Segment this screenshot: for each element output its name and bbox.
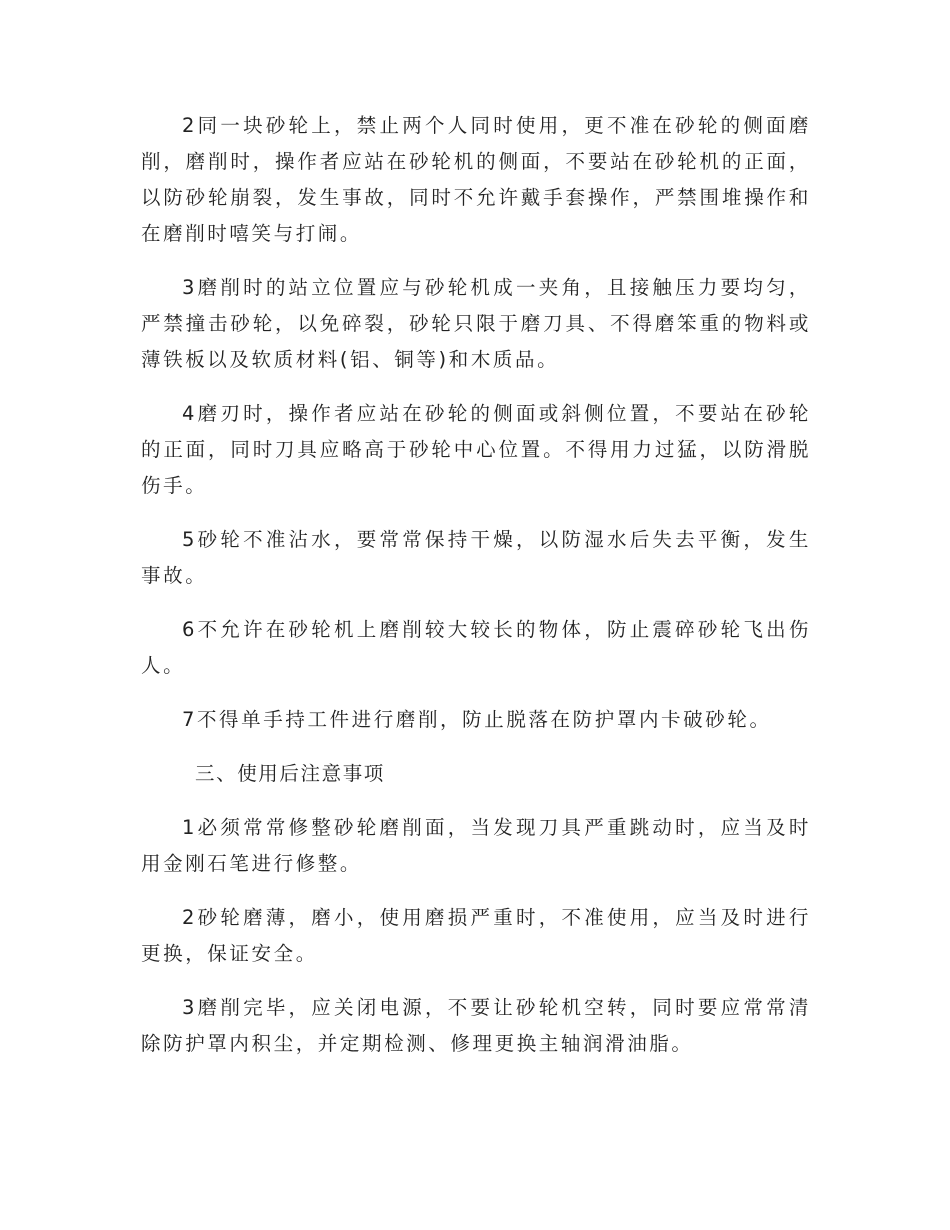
paragraph-item-6: 6不允许在砂轮机上磨削较大较长的物体，防止震碎砂轮飞出伤人。 bbox=[141, 618, 811, 677]
paragraph-item-7: 7不得单手持工件进行磨削，防止脱落在防护罩内卡破砂轮。 bbox=[181, 708, 772, 731]
after-use-item-3: 3磨削完毕，应关闭电源，不要让砂轮机空转，同时要应常常清除防护罩内积尘，并定期检测、修理更换主轴润滑油脂。 bbox=[141, 996, 811, 1055]
paragraph-item-2: 2同一块砂轮上，禁止两个人同时使用，更不准在砂轮的侧面磨削，磨削时，操作者应站在砂轮机的侧面，不要站在砂轮机的正面，以防砂轮崩裂，发生事故，同时不允许戴手套操作，严禁围堆操作和在磨削时嘻笑与打闹。 bbox=[141, 114, 811, 245]
paragraph-item-5: 5砂轮不准沾水，要常常保持干燥，以防湿水后失去平衡，发生事故。 bbox=[141, 528, 811, 587]
paragraph-item-4: 4磨刃时，操作者应站在砂轮的侧面或斜侧位置，不要站在砂轮的正面，同时刀具应略高于砂轮中心位置。不得用力过猛，以防滑脱伤手。 bbox=[141, 402, 811, 497]
paragraph-item-3: 3磨削时的站立位置应与砂轮机成一夹角，且接触压力要均匀，严禁撞击砂轮，以免碎裂，砂轮只限于磨刀具、不得磨笨重的物料或薄铁板以及软质材料(铝、铜等)和木质品。 bbox=[141, 276, 811, 371]
after-use-item-2: 2砂轮磨薄，磨小，使用磨损严重时，不准使用，应当及时进行更换，保证安全。 bbox=[141, 906, 811, 965]
document-body bbox=[141, 108, 811, 1080]
after-use-item-1: 1必须常常修整砂轮磨削面，当发现刀具严重跳动时，应当及时用金刚石笔进行修整。 bbox=[141, 816, 811, 875]
section-heading: 三、使用后注意事项 bbox=[195, 762, 385, 785]
